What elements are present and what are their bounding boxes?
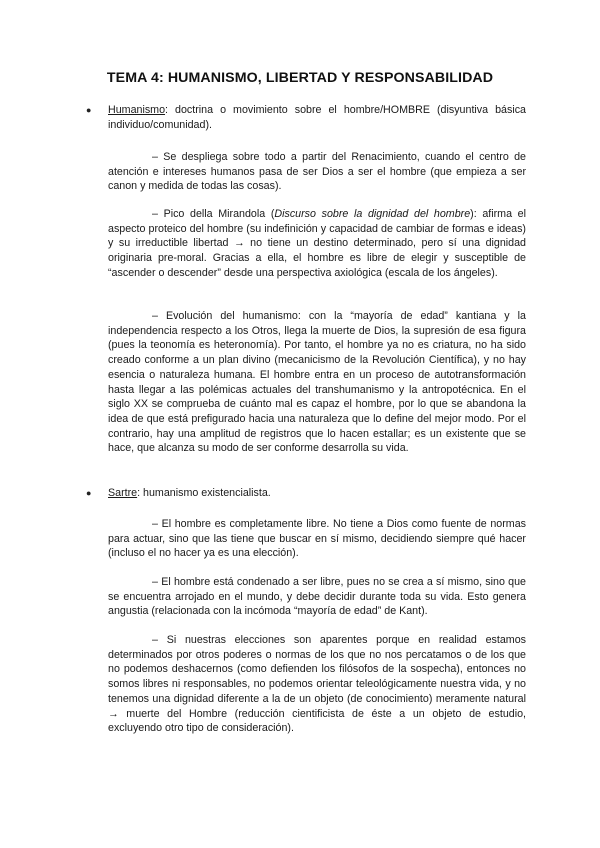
paragraph-condenado-a-ser-libre: – El hombre está condenado a ser libre, pues no se crea a sí mismo, sino que se encuentra arrojado en el mundo, y debe decidir durante toda su vida. Esto genera angustia (relacionada con la incómoda “mayoría de edad” de Kant). xyxy=(108,576,526,618)
bullet-icon: ● xyxy=(86,105,92,115)
paragraph-renacimiento: – Se despliega sobre todo a partir del Renacimiento, cuando el centro de atención e intereses humanos pasa de ser Dios a ser el hombre (que empieza a ser canon y medida de todas las cosas). xyxy=(108,151,526,193)
paragraph-text: – Pico della Mirandola ( xyxy=(152,208,275,220)
section-intro-text: : doctrina o movimiento sobre el hombre/HOMBRE (disyuntiva básica individuo/comunidad). xyxy=(108,104,526,131)
paragraph-evolucion-humanismo: – Evolución del humanismo: con la “mayoría de edad” kantiana y la independencia respecto a los Otros, llega la muerte de Dios, la supresión de esa figura (pues la teonomía es heteronomía). Por tanto, el hombre ya no es criatura, no ha sido creado conforme a un plan divino (mecanicismo de la Revolución Científica), y no hay esencia o naturaleza humana. El hombre entra en un proceso de autotransformación hasta llegar a las polémicas actuales del transhumanismo y la antropotécnica. En el siglo XX se comprueba de cuánto mal es capaz el hombre, por lo que se abandona la idea de que está prefigurado hacia una naturaleza que lo define del mejor modo. Por el contrario, hay una amplitud de registros que lo hacen estallar; es un existente que se hace, que alcanza su modo de ser conforme desarrolla su vida. xyxy=(108,310,526,455)
bullet-icon: ● xyxy=(86,488,92,498)
section-heading-humanismo: Humanismo xyxy=(108,104,166,116)
paragraph-elecciones-aparentes: – Si nuestras elecciones son aparentes porque en realidad estamos determinados por otros poderes o normas de los que no nos percatamos o de los que no podemos deshacernos (como defienden los filósofos de la sospecha), entonces no somos libres ni responsables, no podemos orientar teleológicamente nuestra vida, y no tenemos una dignidad diferente a la de un objeto (de conocimiento) meramente natural → muerte del Hombre (reducción cientificista de éste a un objeto de estudio, excluyendo otro tipo de consideración). xyxy=(108,634,526,735)
section-sartre-intro xyxy=(108,486,526,501)
section-humanismo-intro xyxy=(108,103,526,132)
paragraph-libertad-completa: – El hombre es completamente libre. No tiene a Dios como fuente de normas para actuar, sino que las tiene que buscar en sí mismo, decidiendo siempre qué hacer (incluso el no hacer ya es una elección). xyxy=(108,518,526,560)
section-heading-sartre: Sartre xyxy=(108,487,138,499)
paragraph-text: ): afirma el aspecto proteico del hombre (su indefinición y capacidad de cambiar de formas e ideas) y su irreductible libertad → no tiene un destino determinado, pero sí una dignidad originaria pre-moral. Gracias a ella, el hombre es libre de elegir y susceptible de “ascender o descender” desde una perspectiva axiológica (escala de los ángeles). xyxy=(108,208,526,279)
book-title: Discurso sobre la dignidad del hombre xyxy=(274,208,471,220)
page-title: TEMA 4: HUMANISMO, LIBERTAD Y RESPONSABILIDAD xyxy=(106,70,494,86)
paragraph-pico-della-mirandola xyxy=(108,207,526,281)
section-intro-text: : humanismo existencialista. xyxy=(137,487,271,499)
